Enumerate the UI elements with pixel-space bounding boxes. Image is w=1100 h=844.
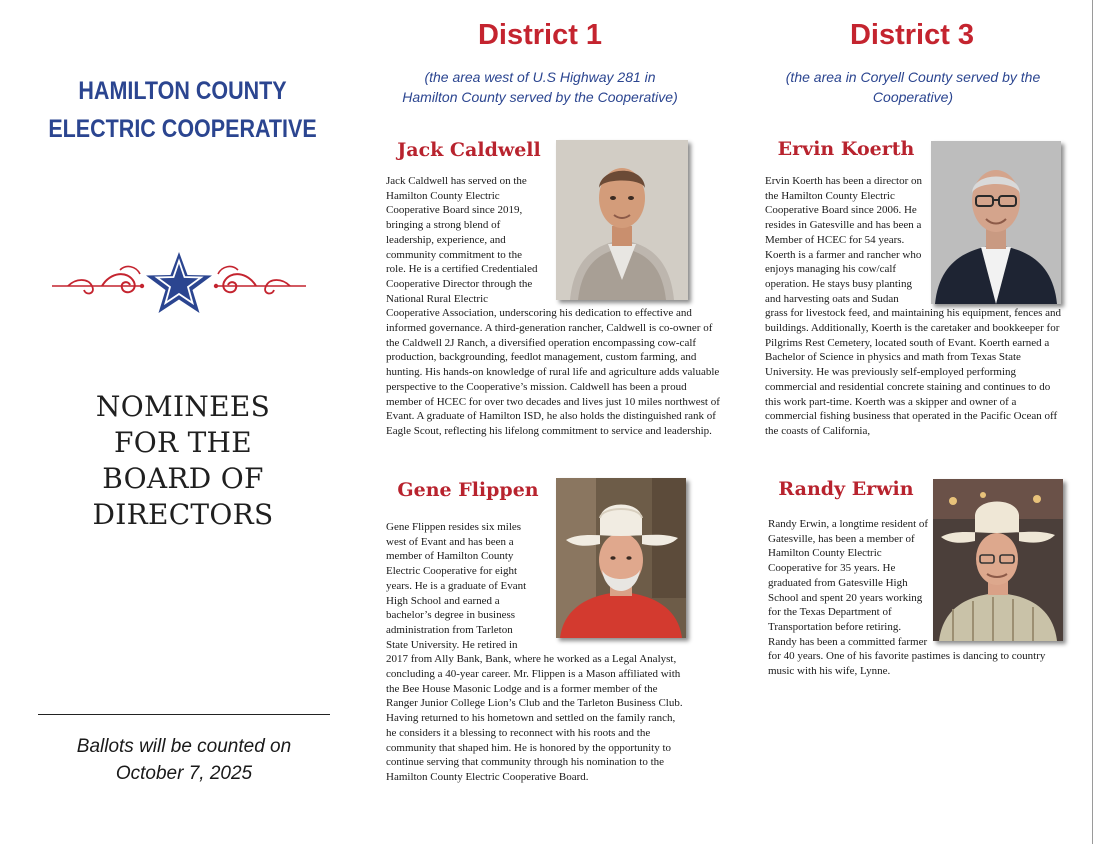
subtitle-line: Cooperative)	[872, 89, 954, 105]
ballot-note-line1: Ballots will be counted on	[76, 736, 292, 757]
nominee-name-ervin-koerth: Ervin Koerth	[777, 138, 915, 160]
org-name-line2: ELECTRIC COOPERATIVE	[48, 115, 317, 143]
nominee-name-jack-caldwell: Jack Caldwell	[397, 139, 541, 161]
photo-wrap-space	[930, 517, 1068, 637]
district-1-subtitle	[380, 67, 700, 107]
star-scroll-ornament-icon	[52, 248, 306, 314]
nominees-heading	[40, 389, 326, 533]
ballot-note-date: October 7, 2025	[115, 763, 253, 784]
district-3-subtitle	[758, 67, 1068, 107]
bio-text: Gene Flippen resides six miles west of Evant and has been a member of Hamilton County Electric Cooperative for eight years. He is a graduate of Evant High School and earned a bachelor’s degree in business administration from Tarleton State University. He retired in 2017 from Ally Bank, Bank, where he worked as a Legal Analyst, concluding a 40-year career. Mr. Flippen is a Mason affiliated with the Bee House Masonic Lodge and is a former member of the Ranger Junior College Lion’s Club and the Tarleton Business Club. Having returned to his hometown and settled on the family ranch, he considers it a blessing to reconnect with his roots and the community that shaped him. He is honored by the opportunity to continue serving that community through his nomination to the Hamilton County Electric Cooperative Board.	[386, 521, 683, 783]
nominee-name-gene-flippen: Gene Flippen	[397, 479, 539, 501]
subtitle-line: (the area in Coryell County served by the	[785, 69, 1041, 85]
bio-text: Jack Caldwell has served on the Hamilton County Electric Cooperative Board since 2019, bringing a strong blend of leadership, experience, and community commitment to the role. He is a certified Credentialed Cooperative Director through the National Rural Electric Cooperative Association, underscoring his dedication to effective and informed governance. A third-generation rancher, Caldwell is co-owner of the Caldwell 2J Ranch, a diversified operation encompassing cow-calf production, backgrounding, feedlot management, custom farming, and hunting. His hands-on knowledge of rural life and agriculture adds valuable perspective to the Cooperative’s mission. Caldwell has been a proud member of HCEC for over two decades and lives just 10 miles northwest of Evant. A graduate of Hamilton ISD, he also holds the distinguished rank of Eagle Scout, reflecting his lifelong commitment to service and leadership.	[386, 175, 720, 437]
divider	[38, 714, 330, 715]
randy-erwin-bio	[768, 517, 1068, 679]
photo-wrap-space	[536, 520, 686, 638]
ervin-koerth-bio	[765, 174, 1065, 439]
org-name-line1: HAMILTON COUNTY	[78, 77, 287, 105]
heading-line: NOMINEES	[95, 390, 271, 423]
gene-flippen-bio	[386, 520, 686, 785]
ballot-count-note	[38, 733, 330, 787]
district-3-title: District 3	[849, 19, 975, 51]
photo-wrap-space	[544, 174, 720, 302]
subtitle-line: Hamilton County served by the Cooperative)	[402, 89, 678, 105]
bio-text: Ervin Koerth has been a director on the Hamilton County Electric Cooperative Board since 2006. He resides in Gatesville and has been a Member of HCEC for 54 years. Koerth is a farmer and rancher who enjoys managing his cow/calf operation. He stays busy planting and harvesting oats and Sudan grass for livestock feed, and maintaining his equipment, fences and buildings. Additionally, Koerth is the caretaker and bookkeeper for Pilgrims Rest Cemetery, located south of Evant. Koerth earned a Bachelor of Science in physics and math from Texas State University. He was previously self-employed performing commercial and residential concrete staining and continues to do this work part-time. Koerth was a skipper and owner of a commercial fishing business that operated in the Pacific Ocean off the coasts of California,	[765, 175, 1061, 437]
bio-text: Randy Erwin, a longtime resident of Gatesville, has been a member of Hamilton County Electric Cooperative for 35 years. He graduated from Gatesville High School and spent 20 years working for the Texas Department of Transportation before retiring. Randy has been a committed farmer for 40 years. One of his favorite pastimes is dancing to country music with his wife, Lynne.	[768, 518, 1046, 678]
heading-line: BOARD OF	[102, 462, 264, 495]
heading-line: FOR THE	[114, 426, 252, 459]
nominee-name-randy-erwin: Randy Erwin	[778, 478, 914, 500]
organization-name	[43, 72, 323, 148]
subtitle-line: (the area west of U.S Highway 281 in	[424, 69, 656, 85]
jack-caldwell-bio	[386, 174, 720, 439]
cover-panel	[0, 0, 360, 844]
page-edge-line	[1092, 0, 1093, 844]
photo-wrap-space	[923, 174, 1065, 306]
heading-line: DIRECTORS	[92, 498, 274, 531]
district-1-title: District 1	[477, 19, 603, 51]
